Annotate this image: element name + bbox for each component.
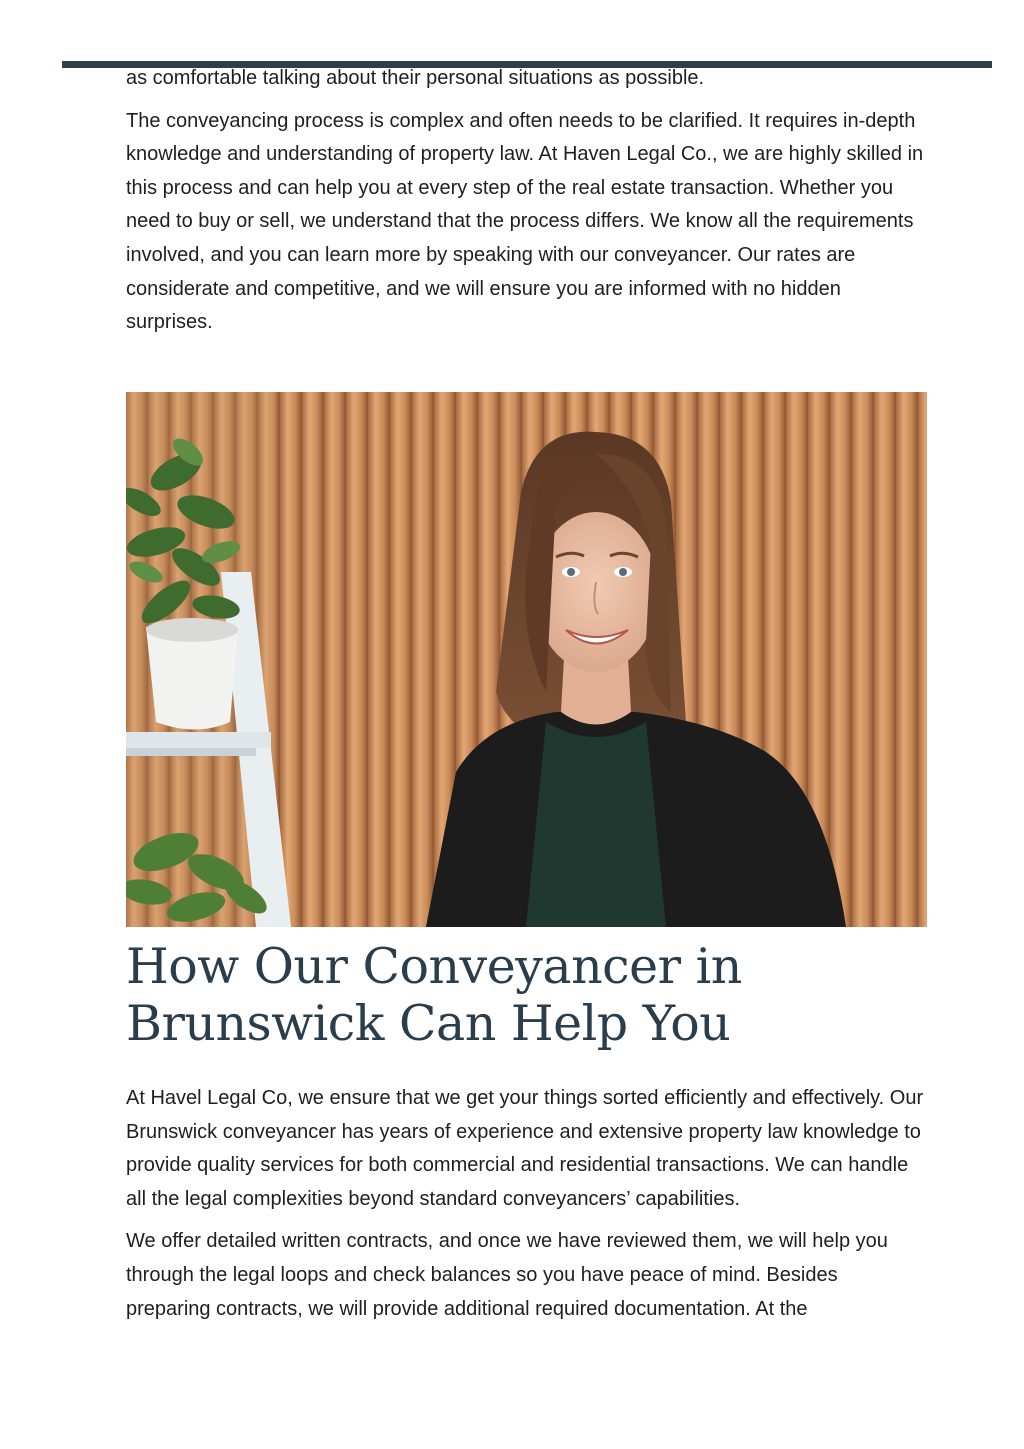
conveyancer-portrait-photo: [126, 392, 927, 927]
intro-section: [126, 62, 927, 340]
intro-paragraph: The conveyancing process is complex and often needs to be clarified. It requires in-depth knowledge and understanding of property law. At Haven Legal Co., we are highly skilled in this process and can help you at every step of the real estate transaction. Whether you need to buy or sell, we understand that the process differs. We know all the requirements involved, and you can learn more by speaking with our conveyancer. Our rates are considerate and competitive, and we will ensure you are informed with no hidden surprises.: [126, 109, 924, 334]
section-paragraph: We offer detailed written contracts, and once we have reviewed them, we will help you through the legal loops and check balances so you have peace of mind. Besides preparing contracts, we will provide additional required documentation. At the: [126, 1230, 888, 1320]
section-body: [126, 1082, 927, 1326]
section-paragraph: At Havel Legal Co, we ensure that we get your things sorted efficiently and effectively. Our Brunswick conveyancer has years of experience and extensive property law knowledge to provide quality services for both commercial and residential transactions. We can handle all the legal complexities beyond standard conveyancers’ capabilities.: [126, 1087, 924, 1210]
section-heading: How Our Conveyancer in Brunswick Can Help You: [126, 938, 742, 1052]
intro-cut-line: as comfortable talking about their personal situations as possible.: [126, 67, 705, 89]
